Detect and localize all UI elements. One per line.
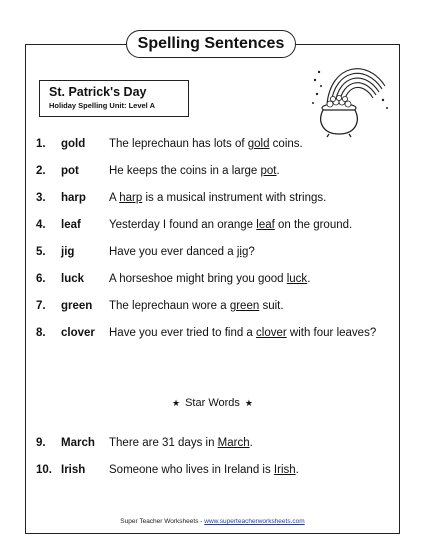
item-number: 3. xyxy=(36,192,46,204)
item-number: 7. xyxy=(36,300,46,312)
spelling-word: leaf xyxy=(61,219,81,231)
star-words-label: Star Words xyxy=(185,397,240,409)
item-number: 5. xyxy=(36,246,46,258)
item-number: 9. xyxy=(36,437,46,449)
spelling-word: jig xyxy=(61,246,75,258)
example-sentence: A horseshoe might bring you good luck. xyxy=(109,273,311,285)
underlined-word: luck xyxy=(286,273,308,285)
topic-title: St. Patrick's Day xyxy=(49,85,147,99)
example-sentence: Have you ever danced a jig? xyxy=(109,246,255,258)
underlined-word: green xyxy=(229,300,260,312)
underlined-word: clover xyxy=(256,327,287,339)
star-icon: ★ xyxy=(172,398,181,408)
spelling-word: clover xyxy=(61,327,95,339)
item-number: 10. xyxy=(36,464,52,476)
example-sentence: He keeps the coins in a large pot. xyxy=(109,165,280,177)
item-number: 8. xyxy=(36,327,46,339)
topic-box xyxy=(39,80,189,117)
item-number: 4. xyxy=(36,219,46,231)
item-number: 6. xyxy=(36,273,46,285)
example-sentence: Someone who lives in Ireland is Irish. xyxy=(109,464,299,476)
underlined-word: Irish xyxy=(273,464,296,476)
example-sentence: The leprechaun wore a green suit. xyxy=(109,300,284,312)
underlined-word: harp xyxy=(119,192,143,204)
underlined-word: pot xyxy=(260,165,277,177)
spelling-word: gold xyxy=(61,138,86,150)
underlined-word: jig xyxy=(236,246,249,258)
worksheet-title xyxy=(126,30,296,58)
spelling-word: green xyxy=(61,300,93,312)
footer xyxy=(0,518,425,525)
worksheet-title-text: Spelling Sentences xyxy=(137,35,285,52)
spelling-word: pot xyxy=(61,165,79,177)
example-sentence: Have you ever tried to find a clover with four leaves? xyxy=(109,327,377,339)
footer-link[interactable]: www.superteacherworksheets.com xyxy=(204,518,305,525)
rainbow-pot-of-gold-icon xyxy=(305,56,393,138)
underlined-word: leaf xyxy=(256,219,275,231)
underlined-word: March xyxy=(217,437,250,449)
example-sentence: A harp is a musical instrument with strings. xyxy=(109,192,327,204)
spelling-word: Irish xyxy=(61,464,86,476)
spelling-word: luck xyxy=(61,273,85,285)
example-sentence: There are 31 days in March. xyxy=(109,437,253,449)
star-icon: ★ xyxy=(244,398,253,408)
item-number: 2. xyxy=(36,165,46,177)
star-words-heading xyxy=(0,397,425,409)
underlined-word: gold xyxy=(247,138,270,150)
footer-text: Super Teacher Worksheets - xyxy=(120,518,205,525)
example-sentence: The leprechaun has lots of gold coins. xyxy=(109,138,303,150)
topic-subtitle: Holiday Spelling Unit: Level A xyxy=(49,101,155,110)
spelling-word: March xyxy=(61,437,95,449)
example-sentence: Yesterday I found an orange leaf on the ground. xyxy=(109,219,353,231)
item-number: 1. xyxy=(36,138,46,150)
spelling-word: harp xyxy=(61,192,86,204)
